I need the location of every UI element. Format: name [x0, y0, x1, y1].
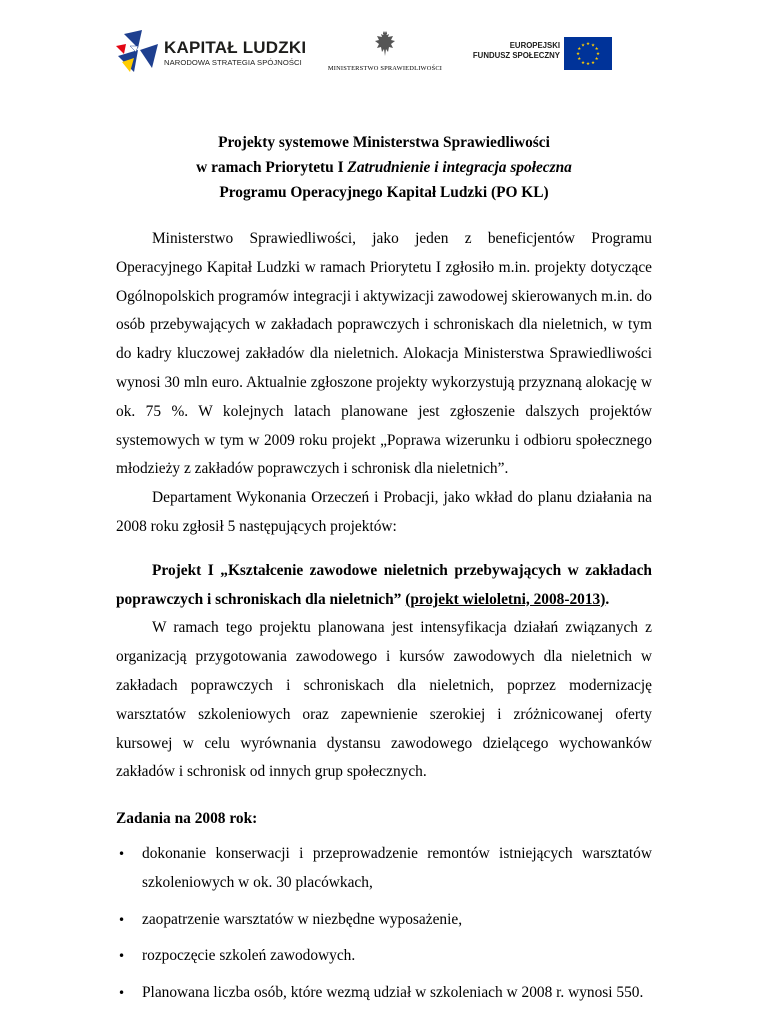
eu-star-icon: ★: [577, 46, 582, 52]
bullet-icon: •: [118, 949, 126, 964]
eu-star-icon: ★: [590, 42, 596, 48]
polish-eagle-icon: [373, 30, 397, 60]
department-paragraph: Departament Wykonania Orzeczeń i Probacji, jako wkład do planu działania na 2008 roku zgłosił 5 następujących projektów:: [116, 489, 652, 535]
project-1-title: [116, 557, 652, 615]
header-logos: [0, 26, 768, 78]
title-line-2: [116, 155, 652, 180]
eu-star-icon: ★: [577, 56, 582, 62]
list-item-text: Planowana liczba osób, które wezmą udział w szkoleniach w 2008 r. wynosi 550.: [142, 984, 644, 1002]
title-line-3: Programu Operacyjnego Kapitał Ludzki (PO KL): [219, 184, 549, 201]
list-item-text: rozpoczęcie szkoleń zawodowych.: [142, 947, 356, 965]
eu-star-icon: ★: [594, 46, 599, 52]
project-1-duration: (projekt wieloletni, 2008-2013): [405, 590, 606, 608]
tasks-heading: Zadania na 2008 rok:: [116, 810, 258, 828]
eu-star-icon: ★: [585, 61, 591, 67]
eu-line-2: FUNDUSZ SPOŁECZNY: [472, 51, 560, 60]
project-1-description: W ramach tego projektu planowana jest intensyfikacja działań związanych z organizacją przygotowania zawodowego i kursów zawodowych dla nieletnich w zakładach poprawczych i schroniskach dla nieletnich, poprzez modernizację warsztatów szkoleniowych oraz zapewnienie szerokiej i zróżnicowanej oferty kursowej w celu wyrównania dystansu zawodowego dzielącego wychowanków zakładów i schronisk od innych grup społecznych.: [116, 619, 652, 781]
kapital-ludzki-mark-icon: [116, 28, 160, 74]
eu-star-icon: ★: [590, 59, 596, 65]
ministry-label: MINISTERSTWO SPRAWIEDLIWOŚCI: [327, 65, 443, 72]
ministry-logo: [325, 30, 445, 76]
kapital-ludzki-logo: [116, 28, 306, 74]
document-title: [116, 130, 652, 205]
kapital-ludzki-title: KAPITAŁ LUDZKI: [164, 38, 307, 57]
title-line-2-italic: Zatrudnienie i integracja społeczna: [347, 159, 572, 176]
title-line-1: Projekty systemowe Ministerstwa Sprawiedliwości: [218, 134, 550, 151]
eu-flag-icon: [564, 37, 612, 70]
list-item: [116, 942, 652, 971]
bullet-icon: •: [118, 912, 126, 927]
eu-star-icon: ★: [595, 51, 601, 57]
eu-social-fund-logo: [472, 37, 612, 73]
eu-line-1: EUROPEJSKI: [509, 41, 560, 50]
eu-star-icon: ★: [575, 51, 581, 57]
eu-star-icon: ★: [580, 59, 586, 65]
eu-star-icon: ★: [580, 42, 586, 48]
project-1-title-end: .: [605, 590, 610, 608]
tasks-list: [116, 840, 652, 1008]
intro-paragraph: Ministerstwo Sprawiedliwości, jako jeden z beneficjentów Programu Operacyjnego Kapitał Ludzki w ramach Priorytetu I zgłosiło m.in. projekty dotyczące Ogólnopolskich programów integracji i aktywizacji zawodowej skierowanych m.in. do osób przebywających w zakładach poprawczych i schroniskach dla nieletnich, w tym do kadry kluczowej zakładów dla nieletnich. Alokacja Ministerstwa Sprawiedliwości wynosi 30 mln euro. Aktualnie zgłoszone projekty wykorzystują przyznaną alokację w ok. 75 %. W kolejnych latach planowane jest zgłoszenie dalszych projektów systemowych w tym w 2009 roku projekt „Poprawa wizerunku i odbioru społecznego młodzieży z zakładów poprawczych i schronisk dla nieletnich”.: [116, 230, 652, 478]
eu-star-icon: ★: [585, 41, 591, 47]
eu-star-icon: ★: [594, 56, 599, 62]
bullet-icon: •: [118, 986, 126, 1001]
list-item-text: dokonanie konserwacji i przeprowadzenie remontów istniejących warsztatów szkoleniowych w ok. 30 placówkach,: [142, 844, 652, 891]
kapital-ludzki-subtitle: NARODOWA STRATEGIA SPÓJNOŚCI: [164, 58, 302, 67]
list-item: [116, 840, 652, 898]
list-item-text: zaopatrzenie warsztatów w niezbędne wyposażenie,: [142, 910, 463, 928]
project-1-title-main: Projekt I „Kształcenie zawodowe nieletnich przebywających w zakładach poprawczych i schroniskach dla nieletnich”: [116, 561, 652, 608]
list-item: [116, 906, 652, 935]
eu-fund-label: [473, 41, 560, 61]
bullet-icon: •: [118, 846, 126, 861]
document-body: [116, 130, 652, 1016]
title-line-2-prefix: w ramach Priorytetu I: [196, 159, 348, 176]
